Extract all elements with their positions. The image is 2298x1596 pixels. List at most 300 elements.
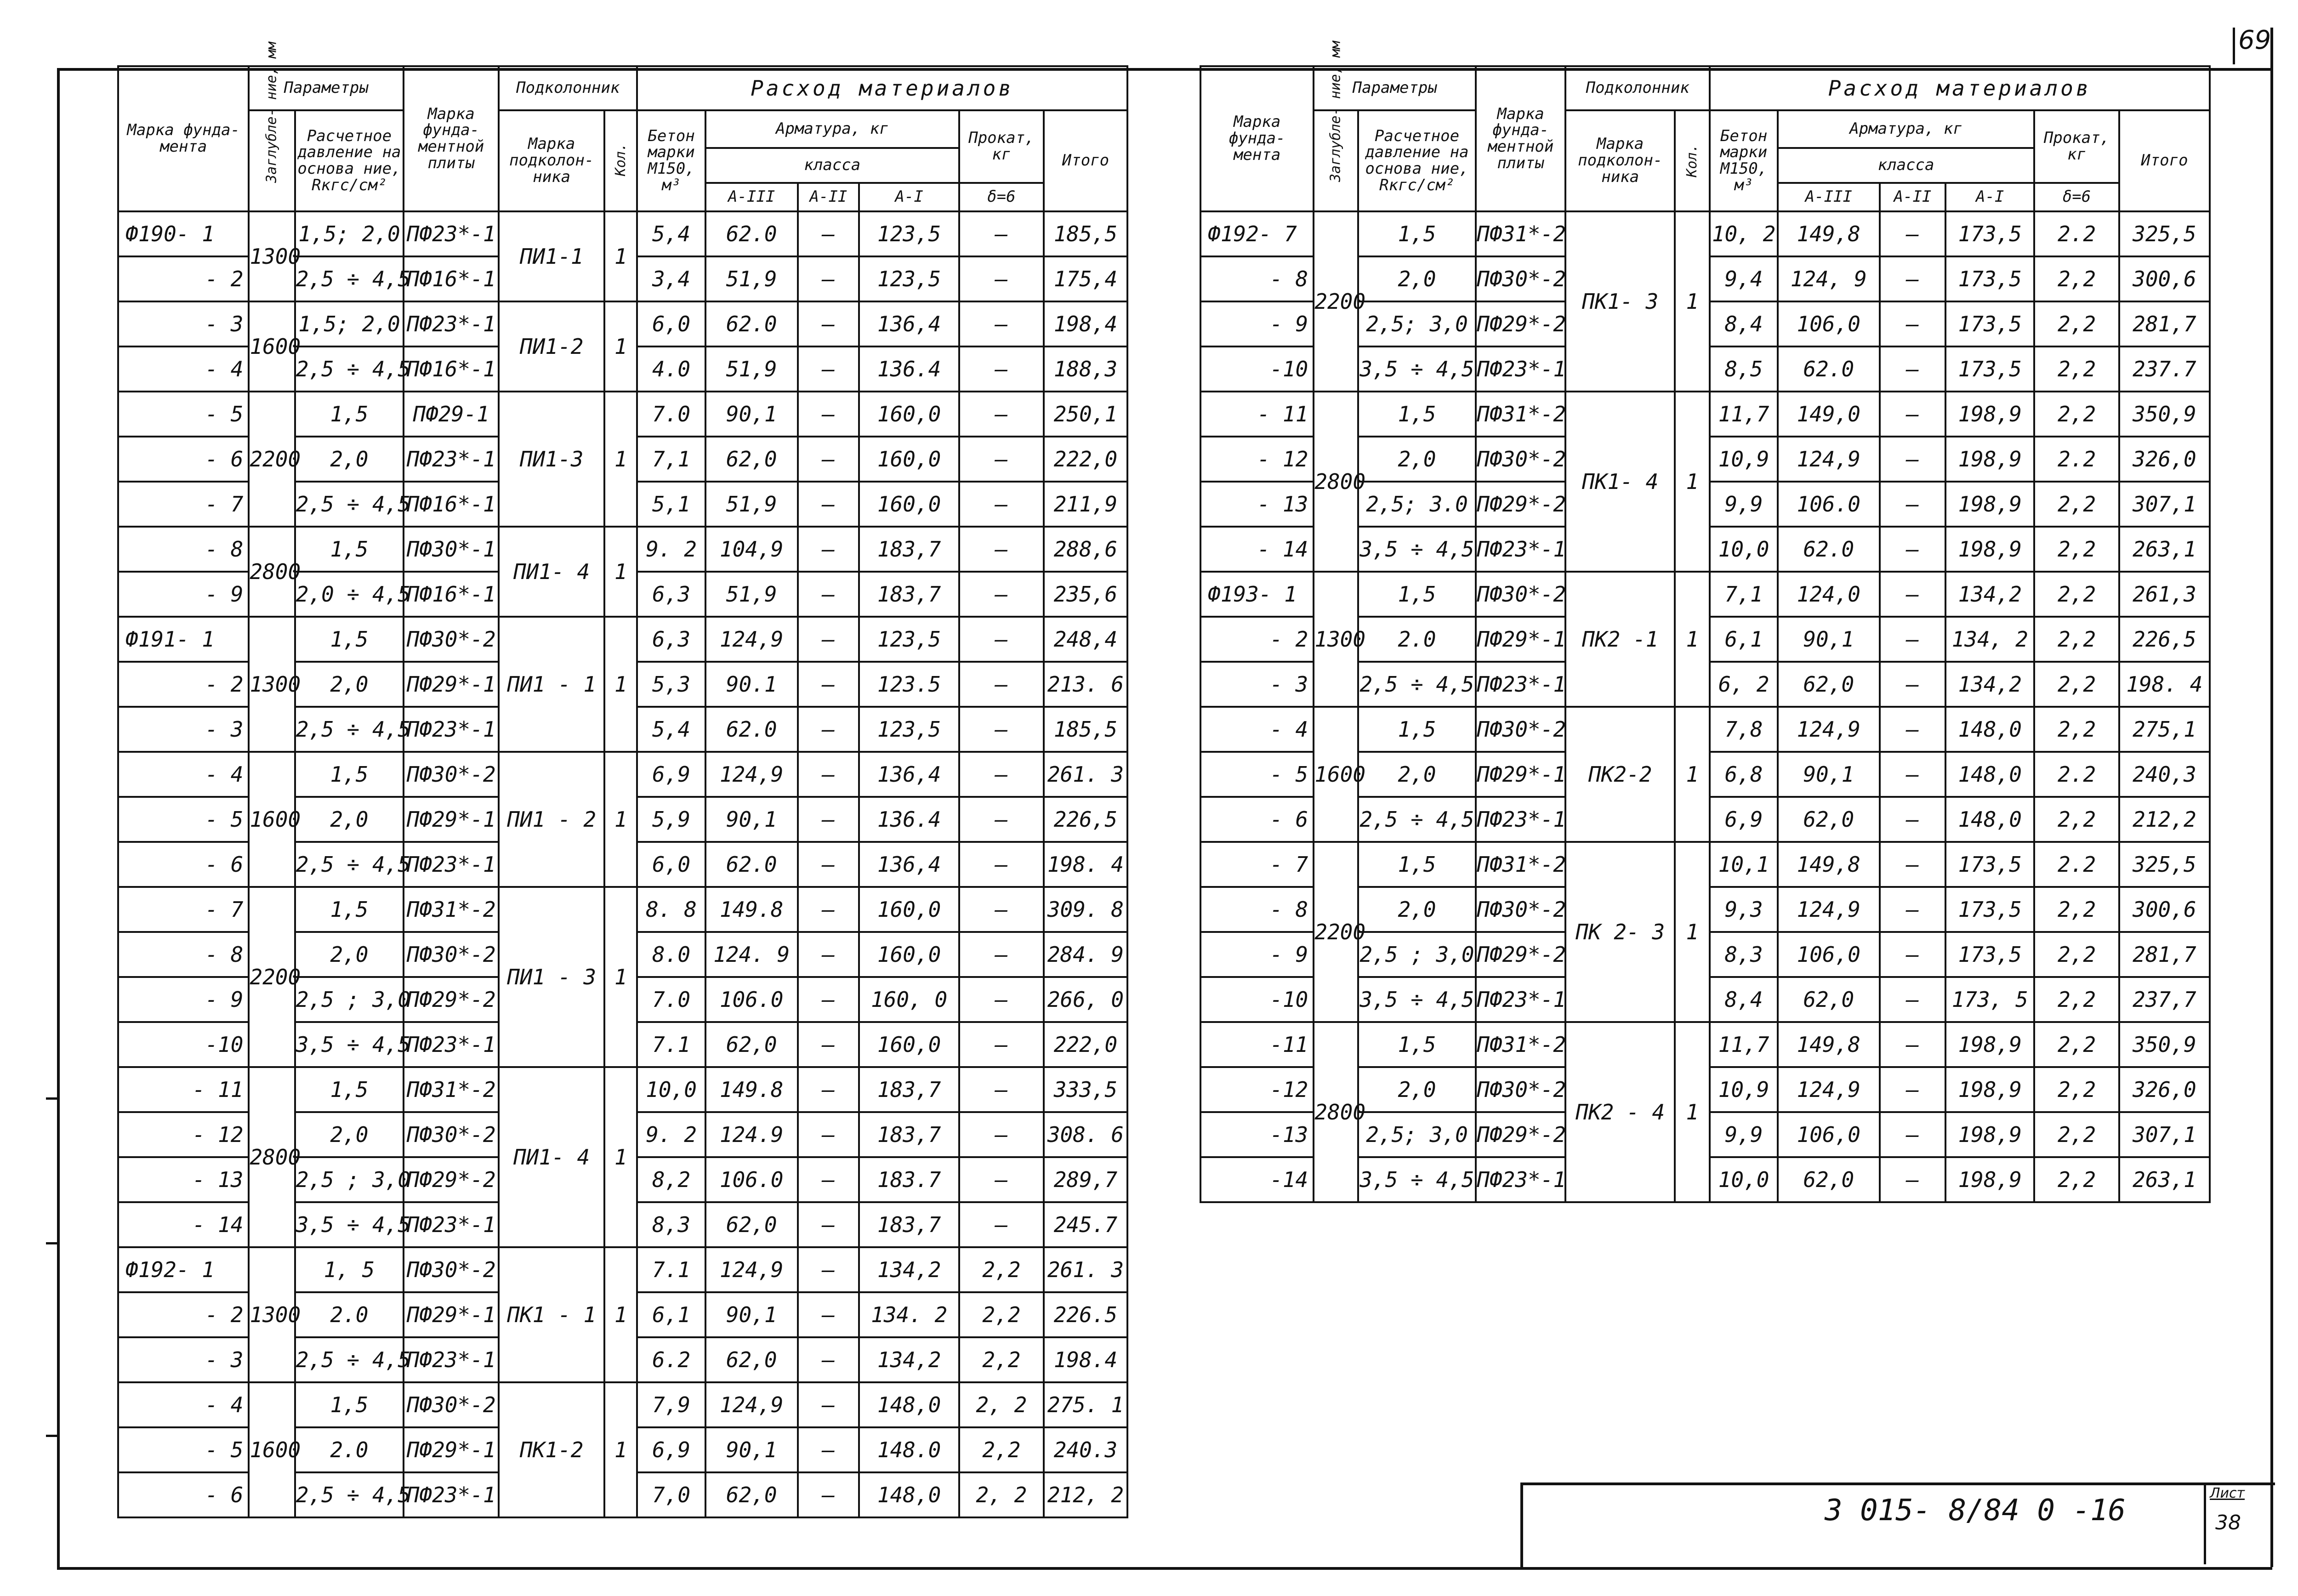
cell-rolled: —: [959, 887, 1044, 932]
cell-a3: 62.0: [705, 842, 798, 887]
cell-slab: ПФ23*-1: [1476, 977, 1565, 1022]
cell-a3: 124,0: [1778, 572, 1880, 617]
cell-pressure: 3,5 ÷ 4,5: [295, 1022, 404, 1067]
cell-a2: —: [798, 1202, 859, 1247]
cell-column-base: ПК1 - 1: [499, 1247, 604, 1382]
cell-slab: ПФ30*-2: [1476, 572, 1565, 617]
cell-concrete: 6,3: [637, 572, 705, 617]
cell-pressure: 2.0: [295, 1292, 404, 1337]
cell-mark: - 4: [118, 346, 249, 392]
cell-mark: - 2: [1200, 617, 1314, 662]
cell-rolled: —: [959, 932, 1044, 977]
cell-concrete: 7.0: [637, 392, 705, 437]
cell-column-base: ПК 2- 3: [1565, 842, 1675, 1022]
cell-qty: 1: [1675, 707, 1710, 842]
cell-a3: 124,9: [705, 1382, 798, 1427]
cell-rolled: 2,2: [2034, 1067, 2119, 1112]
cell-mark: - 3: [118, 1337, 249, 1382]
cell-mark: - 9: [118, 572, 249, 617]
cell-total: 266, 0: [1044, 977, 1127, 1022]
cell-a1: 134,2: [859, 1337, 959, 1382]
cell-rolled: 2,2: [2034, 346, 2119, 392]
cell-slab: ПФ30*-2: [404, 1247, 499, 1292]
cell-slab: ПФ30*-2: [404, 752, 499, 797]
cell-total: 188,3: [1044, 346, 1127, 392]
cell-slab: ПФ16*-1: [404, 256, 499, 301]
header-depth: Заглубле- ние, мм: [249, 110, 295, 211]
cell-a3: 124,9: [705, 1247, 798, 1292]
cell-mark: - 13: [118, 1157, 249, 1202]
cell-mark: - 6: [1200, 797, 1314, 842]
header-parameters: Параметры: [1314, 66, 1476, 110]
cell-slab: ПФ29*-2: [1476, 932, 1565, 977]
cell-concrete: 6,9: [1710, 797, 1778, 842]
cell-mark: - 6: [118, 842, 249, 887]
cell-slab: ПФ30*-2: [1476, 707, 1565, 752]
cell-slab: ПФ23*-1: [404, 1202, 499, 1247]
cell-pressure: 1,5: [295, 527, 404, 572]
cell-slab: ПФ23*-1: [1476, 346, 1565, 392]
cell-mark: - 3: [1200, 662, 1314, 707]
cell-rolled: —: [959, 527, 1044, 572]
cell-pressure: 2,5; 3,0: [1358, 1112, 1476, 1157]
cell-rolled: 2,2: [2034, 256, 2119, 301]
cell-a1: 160,0: [859, 437, 959, 482]
cell-a2: —: [798, 1382, 859, 1427]
header-class-a3: A-III: [1778, 183, 1880, 211]
cell-mark: - 3: [118, 707, 249, 752]
cell-depth: 1600: [249, 1382, 295, 1517]
cell-rolled: 2,2: [2034, 797, 2119, 842]
header-column-base: Подколонник: [1565, 66, 1710, 110]
cell-mark: -13: [1200, 1112, 1314, 1157]
cell-qty: 1: [1675, 392, 1710, 572]
cell-a1: 134,2: [1945, 662, 2034, 707]
cell-slab: ПФ30*-2: [404, 932, 499, 977]
cell-a3: 62,0: [705, 437, 798, 482]
cell-rolled: 2.2: [2034, 437, 2119, 482]
cell-rolled: 2,2: [2034, 527, 2119, 572]
cell-concrete: 10,0: [637, 1067, 705, 1112]
cell-slab: ПФ29*-2: [1476, 482, 1565, 527]
cell-a1: 160,0: [859, 482, 959, 527]
cell-slab: ПФ30*-2: [404, 1382, 499, 1427]
cell-a1: 183,7: [859, 527, 959, 572]
cell-a2: —: [798, 437, 859, 482]
table-row: [1200, 392, 2210, 437]
cell-rolled: —: [959, 392, 1044, 437]
cell-column-base: ПИ1- 4: [499, 527, 604, 617]
cell-a3: 90,1: [1778, 752, 1880, 797]
cell-a2: —: [1880, 346, 1946, 392]
cell-a3: 62.0: [705, 211, 798, 256]
cell-pressure: 2,5 ÷ 4,5: [295, 1337, 404, 1382]
cell-a3: 149,8: [1778, 842, 1880, 887]
header-qty: Кол.: [604, 110, 637, 211]
cell-rolled: 2.2: [2034, 211, 2119, 256]
table-row: [118, 887, 1127, 932]
cell-pressure: 2,5 ÷ 4,5: [1358, 662, 1476, 707]
cell-column-base: ПК1- 3: [1565, 211, 1675, 392]
cell-total: 226,5: [2119, 617, 2210, 662]
cell-mark: -11: [1200, 1022, 1314, 1067]
cell-a1: 123,5: [859, 211, 959, 256]
cell-rolled: 2,2: [2034, 662, 2119, 707]
cell-column-base: ПИ1-1: [499, 211, 604, 301]
cell-pressure: 2,5 ; 3,0: [295, 977, 404, 1022]
cell-total: 198. 4: [2119, 662, 2210, 707]
cell-a1: 183,7: [859, 1112, 959, 1157]
cell-concrete: 5,4: [637, 707, 705, 752]
cell-slab: ПФ16*-1: [404, 346, 499, 392]
cell-pressure: 3,5 ÷ 4,5: [1358, 527, 1476, 572]
cell-concrete: 8. 8: [637, 887, 705, 932]
cell-pressure: 1,5: [295, 617, 404, 662]
cell-rolled: 2,2: [2034, 1157, 2119, 1202]
cell-concrete: 7.1: [637, 1247, 705, 1292]
cell-a3: 124. 9: [705, 932, 798, 977]
header-pressure: Расчетное давление на основа ние, Rкгс/см²: [1358, 110, 1476, 211]
cell-a2: —: [1880, 797, 1946, 842]
cell-slab: ПФ23*-1: [404, 842, 499, 887]
cell-slab: ПФ30*-2: [1476, 437, 1565, 482]
cell-a2: —: [1880, 1022, 1946, 1067]
cell-pressure: 2,5 ; 3,0: [1358, 932, 1476, 977]
header-rebar: Арматура, кг: [705, 110, 959, 148]
table-row: [1200, 1022, 2210, 1067]
cell-a3: 106.0: [1778, 482, 1880, 527]
cell-depth: 2200: [1314, 842, 1358, 1022]
cell-a3: 62,0: [1778, 797, 1880, 842]
cell-pressure: 2,5 ÷ 4,5: [295, 1472, 404, 1517]
cell-a3: 104,9: [705, 527, 798, 572]
cell-slab: ПФ31*-2: [1476, 392, 1565, 437]
cell-total: 261. 3: [1044, 752, 1127, 797]
cell-a1: 173,5: [1945, 842, 2034, 887]
cell-a1: 123,5: [859, 256, 959, 301]
cell-a3: 90,1: [1778, 617, 1880, 662]
cell-total: 281,7: [2119, 301, 2210, 346]
cell-a1: 136,4: [859, 842, 959, 887]
cell-total: 185,5: [1044, 211, 1127, 256]
cell-slab: ПФ23*-1: [1476, 662, 1565, 707]
cell-slab: ПФ16*-1: [404, 482, 499, 527]
cell-pressure: 1,5: [1358, 392, 1476, 437]
cell-a1: 148,0: [859, 1382, 959, 1427]
cell-a2: —: [1880, 977, 1946, 1022]
cell-slab: ПФ23*-1: [404, 1022, 499, 1067]
cell-rolled: 2,2: [2034, 887, 2119, 932]
cell-concrete: 7.0: [637, 977, 705, 1022]
cell-a2: —: [1880, 707, 1946, 752]
cell-mark: - 5: [1200, 752, 1314, 797]
cell-column-base: ПИ1-2: [499, 301, 604, 392]
header-qty: Кол.: [1675, 110, 1710, 211]
cell-total: 240,3: [2119, 752, 2210, 797]
cell-slab: ПФ30*-2: [404, 1112, 499, 1157]
header-mark-slab: Марка фунда- ментной плиты: [1476, 66, 1565, 211]
cell-a2: —: [798, 482, 859, 527]
header-class-a2: A-II: [1880, 183, 1946, 211]
cell-a1: 148,0: [859, 1472, 959, 1517]
cell-mark: -10: [118, 1022, 249, 1067]
cell-a3: 62.0: [1778, 346, 1880, 392]
cell-rolled: —: [959, 1202, 1044, 1247]
cell-total: 261. 3: [1044, 1247, 1127, 1292]
cell-qty: 1: [604, 392, 637, 527]
cell-a2: —: [798, 527, 859, 572]
frame-left-line: [57, 68, 60, 1567]
cell-a3: 62,0: [1778, 1157, 1880, 1202]
cell-total: 350,9: [2119, 392, 2210, 437]
header-rolled: Прокат, кг: [959, 110, 1044, 183]
cell-slab: ПФ31*-2: [1476, 1022, 1565, 1067]
cell-concrete: 7,1: [637, 437, 705, 482]
cell-a1: 136,4: [859, 752, 959, 797]
cell-mark: - 4: [118, 752, 249, 797]
cell-concrete: 11,7: [1710, 1022, 1778, 1067]
cell-total: 300,6: [2119, 256, 2210, 301]
cell-a2: —: [798, 392, 859, 437]
cell-rolled: 2,2: [959, 1292, 1044, 1337]
cell-a3: 51,9: [705, 482, 798, 527]
cell-qty: 1: [604, 1247, 637, 1382]
cell-slab: ПФ23*-1: [404, 1337, 499, 1382]
cell-concrete: 6,3: [637, 617, 705, 662]
cell-mark: - 5: [118, 392, 249, 437]
cell-a1: 183,7: [859, 1202, 959, 1247]
cell-pressure: 2,0: [1358, 1067, 1476, 1112]
cell-a2: —: [798, 1067, 859, 1112]
cell-total: 237,7: [2119, 977, 2210, 1022]
cell-concrete: 6,9: [637, 1427, 705, 1472]
cell-slab: ПФ23*-1: [404, 437, 499, 482]
cell-total: 245.7: [1044, 1202, 1127, 1247]
cell-column-base: ПК2 - 4: [1565, 1022, 1675, 1202]
cell-a2: —: [798, 932, 859, 977]
cell-a2: —: [798, 211, 859, 256]
table-row: [118, 1247, 1127, 1292]
cell-a1: 123,5: [859, 617, 959, 662]
cell-total: 222,0: [1044, 437, 1127, 482]
table-row: [118, 1067, 1127, 1112]
table-row: [118, 752, 1127, 797]
cell-a1: 183,7: [859, 572, 959, 617]
cell-a1: 183,7: [859, 1067, 959, 1112]
cell-mark: Ф192- 7: [1200, 211, 1314, 256]
header-materials: Расход материалов: [637, 66, 1127, 110]
cell-pressure: 1,5: [1358, 572, 1476, 617]
cell-a2: —: [1880, 1067, 1946, 1112]
materials-table-right: [1200, 41, 2211, 1203]
table-row: [118, 527, 1127, 572]
cell-total: 212, 2: [1044, 1472, 1127, 1517]
cell-a1: 134,2: [859, 1247, 959, 1292]
cell-a3: 62,0: [705, 1337, 798, 1382]
cell-a3: 51,9: [705, 346, 798, 392]
cell-concrete: 4.0: [637, 346, 705, 392]
cell-slab: ПФ23*-1: [404, 211, 499, 256]
cell-depth: 2200: [249, 887, 295, 1067]
cell-column-base: ПИ1 - 1: [499, 617, 604, 752]
cell-concrete: 11,7: [1710, 392, 1778, 437]
cell-qty: 1: [604, 617, 637, 752]
cell-a3: 106.0: [705, 1157, 798, 1202]
page-number: 69: [2238, 25, 2271, 55]
cell-pressure: 1, 5: [295, 1247, 404, 1292]
cell-mark: - 8: [1200, 256, 1314, 301]
cell-concrete: 7,9: [637, 1382, 705, 1427]
cell-a3: 62.0: [705, 707, 798, 752]
cell-a2: —: [1880, 662, 1946, 707]
cell-a2: —: [798, 707, 859, 752]
cell-depth: 2800: [1314, 1022, 1358, 1202]
table-row: [1200, 842, 2210, 887]
cell-a3: 124,9: [1778, 1067, 1880, 1112]
cell-mark: Ф193- 1: [1200, 572, 1314, 617]
cell-total: 309. 8: [1044, 887, 1127, 932]
cell-total: 275,1: [2119, 707, 2210, 752]
header-total: Итого: [2119, 110, 2210, 211]
cell-a1: 198,9: [1945, 527, 2034, 572]
cell-mark: - 11: [1200, 392, 1314, 437]
cell-a1: 183.7: [859, 1157, 959, 1202]
cell-concrete: 6.2: [637, 1337, 705, 1382]
cell-total: 198,4: [1044, 301, 1127, 346]
header-class-a3: A-III: [705, 183, 798, 211]
cell-a1: 198,9: [1945, 1157, 2034, 1202]
cell-a2: —: [798, 977, 859, 1022]
cell-total: 307,1: [2119, 482, 2210, 527]
cell-total: 198.4: [1044, 1337, 1127, 1382]
cell-pressure: 1,5; 2,0: [295, 301, 404, 346]
cell-pressure: 2,0 ÷ 4,5: [295, 572, 404, 617]
cell-column-base: ПК2-2: [1565, 707, 1675, 842]
cell-rolled: 2, 2: [959, 1472, 1044, 1517]
cell-a2: —: [1880, 392, 1946, 437]
cell-slab: ПФ30*-2: [404, 617, 499, 662]
cell-pressure: 1,5: [295, 392, 404, 437]
cell-rolled: 2,2: [959, 1427, 1044, 1472]
cell-a3: 90.1: [705, 662, 798, 707]
cell-a2: —: [798, 1427, 859, 1472]
cell-depth: 1600: [249, 301, 295, 392]
cell-a2: —: [798, 842, 859, 887]
cell-rolled: —: [959, 211, 1044, 256]
header-mark-foundation: Марка фунда- мента: [1200, 66, 1314, 211]
cell-a3: 62,0: [705, 1022, 798, 1067]
table-row: [1200, 211, 2210, 256]
cell-pressure: 2,5 ÷ 4,5: [1358, 797, 1476, 842]
cell-depth: 1300: [1314, 572, 1358, 707]
cell-slab: ПФ23*-1: [404, 707, 499, 752]
cell-a3: 149,0: [1778, 392, 1880, 437]
cell-rolled: —: [959, 1112, 1044, 1157]
cell-slab: ПФ29*-1: [1476, 752, 1565, 797]
cell-depth: 2800: [1314, 392, 1358, 572]
cell-rolled: —: [959, 707, 1044, 752]
cell-a1: 134,2: [1945, 572, 2034, 617]
cell-total: 350,9: [2119, 1022, 2210, 1067]
cell-mark: Ф190- 1: [118, 211, 249, 256]
cell-qty: 1: [604, 887, 637, 1067]
cell-a3: 90,1: [705, 1292, 798, 1337]
cell-a3: 124,9: [1778, 887, 1880, 932]
cell-column-base: ПК2 -1: [1565, 572, 1675, 707]
header-rebar-class: класса: [1778, 148, 2034, 183]
cell-mark: - 12: [1200, 437, 1314, 482]
cell-mark: Ф192- 1: [118, 1247, 249, 1292]
cell-mark: - 7: [118, 887, 249, 932]
cell-mark: - 12: [118, 1112, 249, 1157]
cell-slab: ПФ31*-2: [404, 887, 499, 932]
cell-a1: 198,9: [1945, 1022, 2034, 1067]
cell-depth: 2800: [249, 1067, 295, 1247]
cell-slab: ПФ31*-2: [404, 1067, 499, 1112]
cell-a1: 173,5: [1945, 301, 2034, 346]
cell-total: 198. 4: [1044, 842, 1127, 887]
cell-depth: 1600: [1314, 707, 1358, 842]
cell-mark: - 5: [118, 797, 249, 842]
cell-mark: - 2: [118, 662, 249, 707]
cell-a3: 62,0: [705, 1202, 798, 1247]
cell-total: 226,5: [1044, 797, 1127, 842]
cell-a1: 160,0: [859, 392, 959, 437]
cell-slab: ПФ29*-2: [1476, 301, 1565, 346]
header-pressure: Расчетное давление на основа ние, Rкгс/см²: [295, 110, 404, 211]
cell-a2: —: [798, 301, 859, 346]
margin-tick: [46, 1435, 59, 1437]
cell-a1: 148,0: [1945, 752, 2034, 797]
cell-total: 326,0: [2119, 1067, 2210, 1112]
cell-concrete: 5,1: [637, 482, 705, 527]
cell-pressure: 2,0: [1358, 256, 1476, 301]
cell-slab: ПФ29*-1: [404, 797, 499, 842]
cell-pressure: 2,5; 3,0: [1358, 301, 1476, 346]
cell-total: 226.5: [1044, 1292, 1127, 1337]
cell-a3: 51,9: [705, 256, 798, 301]
cell-a1: 160, 0: [859, 977, 959, 1022]
cell-a1: 134. 2: [859, 1292, 959, 1337]
cell-concrete: 6,0: [637, 842, 705, 887]
cell-pressure: 2,0: [295, 797, 404, 842]
cell-total: 325,5: [2119, 211, 2210, 256]
header-mark-column-base: Марка подколон- ника: [1565, 110, 1675, 211]
cell-rolled: —: [959, 977, 1044, 1022]
cell-pressure: 1,5: [295, 1067, 404, 1112]
cell-a2: —: [798, 617, 859, 662]
cell-concrete: 6,1: [1710, 617, 1778, 662]
frame-right-line: [2270, 28, 2273, 1567]
cell-a2: —: [1880, 887, 1946, 932]
cell-rolled: 2,2: [2034, 617, 2119, 662]
cell-mark: - 2: [118, 256, 249, 301]
cell-rolled: —: [959, 617, 1044, 662]
cell-rolled: 2.2: [2034, 842, 2119, 887]
cell-a2: —: [798, 1157, 859, 1202]
cell-a3: 149,8: [1778, 211, 1880, 256]
header-class-a1: A-I: [859, 183, 959, 211]
cell-slab: ПФ29*-1: [404, 662, 499, 707]
cell-total: 308. 6: [1044, 1112, 1127, 1157]
cell-pressure: 3,5 ÷ 4,5: [1358, 977, 1476, 1022]
cell-a3: 124,9: [1778, 707, 1880, 752]
cell-concrete: 8,4: [1710, 977, 1778, 1022]
cell-rolled: —: [959, 662, 1044, 707]
cell-pressure: 1,5: [1358, 707, 1476, 752]
cell-column-base: ПИ1 - 2: [499, 752, 604, 887]
table-row: [118, 301, 1127, 346]
